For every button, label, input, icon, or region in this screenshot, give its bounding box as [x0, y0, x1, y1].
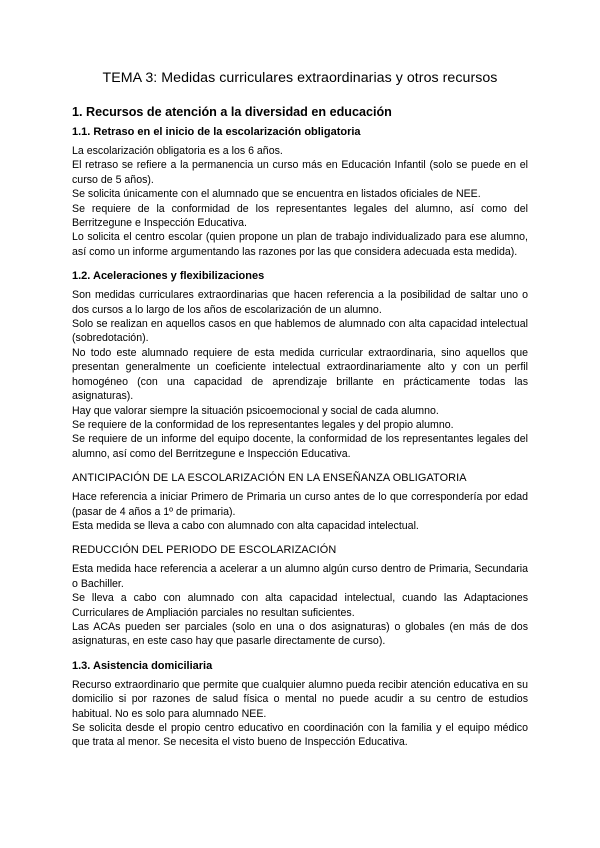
reduccion-section [72, 544, 528, 648]
paragraph: Se requiere de la conformidad de los representantes legales del alumno, así como del Berritzegune e Inspección Educativa. [72, 202, 528, 230]
paragraph: Se requiere de un informe del equipo docente, la conformidad de los representantes legales del alumno, así como del Berritzegune e Inspección Educativa. [72, 433, 528, 460]
section-1-3 [72, 660, 528, 750]
paragraph: Se requiere de la conformidad de los representantes legales y del propio alumno. [72, 418, 454, 431]
section-1-1 [72, 126, 528, 259]
section-1-2 [72, 270, 528, 461]
paragraph: Se solicita únicamente con el alumnado que se encuentra en listados oficiales de NEE. [72, 188, 481, 201]
paragraph: No todo este alumnado requiere de esta medida curricular extraordinaria, sino aquellos que presentan generalmente un coeficiente intelectual extraordinariamente alto y con un perfil homogéneo (con una capacidad de aprendizaje brillante en prácticamente todas las asignaturas). [72, 346, 528, 403]
section-1-3-heading: 1.3. Asistencia domiciliaria [72, 659, 213, 672]
paragraph: Esta medida se lleva a cabo con alumnado con alta capacidad intelectual. [72, 519, 419, 532]
section-1-heading: 1. Recursos de atención a la diversidad en educación [72, 105, 392, 119]
paragraph: Son medidas curriculares extraordinarias que hacen referencia a la posibilidad de saltar uno o dos cursos a lo largo de los años de escolarización de un alumno. [72, 289, 528, 316]
paragraph: Las ACAs pueden ser parciales (solo en una o dos asignaturas) o globales (en más de dos asignaturas, en este caso hay que pasarle directamente de curso). [72, 620, 528, 648]
document-title: TEMA 3: Medidas curriculares extraordinarias y otros recursos [102, 70, 498, 86]
paragraph: Se solicita desde el propio centro educativo en coordinación con la familia y el equipo médico que trata al menor. Se necesita el visto bueno de Inspección Educativa. [72, 722, 528, 749]
paragraph: La escolarización obligatoria es a los 6 años. [72, 145, 283, 157]
paragraph: Lo solicita el centro escolar (quien propone un plan de trabajo individualizado para ese alumno, así como un informe argumentando las razones por las que considera adecuada esta medida). [72, 231, 528, 258]
paragraph: Recurso extraordinario que permite que cualquier alumno pueda recibir atención educativa en su domicilio si por razones de salud física o mental no puede acudir a su centro de estudios habitual. No es solo para alumnado NEE. [72, 678, 528, 720]
section-1-2-heading: 1.2. Aceleraciones y flexibilizaciones [72, 270, 265, 283]
paragraph: Solo se realizan en aquellos casos en que hablemos de alumnado con alta capacidad intelectual (sobredotación). [72, 318, 528, 345]
reduccion-heading: REDUCCIÓN DEL PERIODO DE ESCOLARIZACIÓN [72, 544, 337, 557]
paragraph: Esta medida hace referencia a acelerar a un alumno algún curso dentro de Primaria, Secundaria o Bachiller. [72, 563, 528, 590]
paragraph: Se lleva a cabo con alumnado con alta capacidad intelectual, cuando las Adaptaciones Curriculares de Ampliación parciales no resultan suficientes. [72, 592, 528, 619]
paragraph: El retraso se refiere a la permanencia un curso más en Educación Infantil (solo se puede en el curso de 5 años). [72, 159, 528, 186]
anticipacion-section [72, 472, 528, 533]
document-content [72, 70, 528, 761]
paragraph: Hace referencia a iniciar Primero de Primaria un curso antes de lo que correspondería por edad (pasar de 4 años a 1º de primaria). [72, 491, 528, 518]
paragraph: Hay que valorar siempre la situación psicoemocional y social de cada alumno. [72, 404, 439, 417]
section-1-1-heading: 1.1. Retraso en el inicio de la escolarización obligatoria [72, 126, 361, 138]
anticipacion-heading: ANTICIPACIÓN DE LA ESCOLARIZACIÓN EN LA ENSEÑANZA OBLIGATORIA [72, 472, 467, 485]
